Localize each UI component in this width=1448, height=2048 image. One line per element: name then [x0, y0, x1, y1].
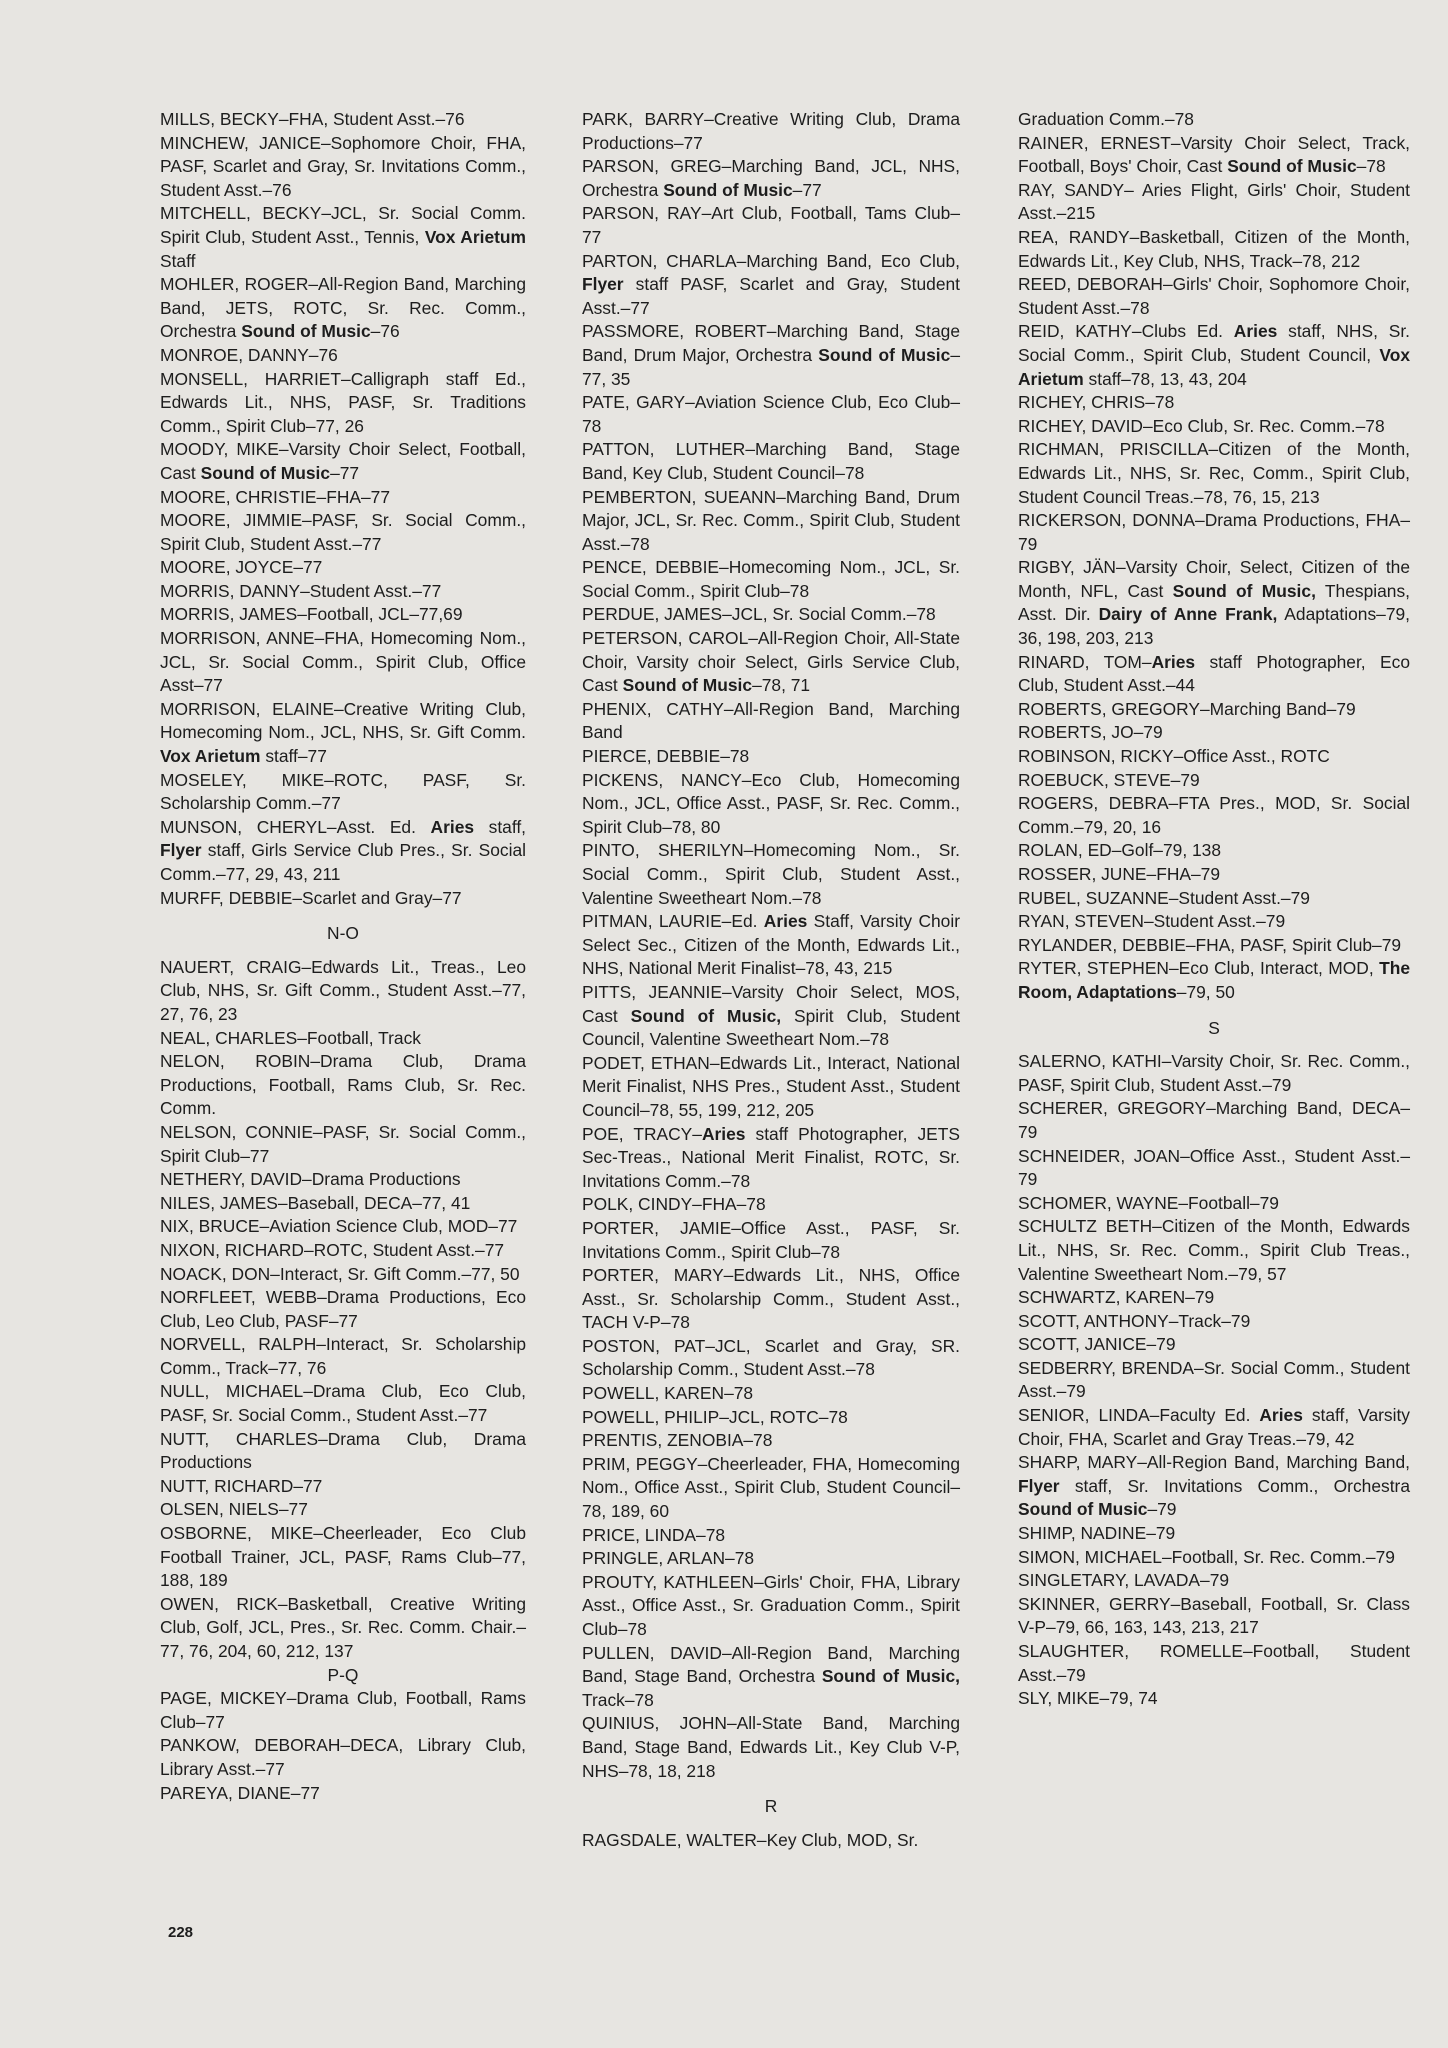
entry-text: NEAL, CHARLES–Football, Track [160, 1027, 421, 1048]
index-entry [160, 438, 526, 485]
index-entry [582, 556, 960, 603]
entry-text: PANKOW, DEBORAH–DECA, Library Club, Library Asst.–77 [160, 1735, 526, 1779]
index-entry [160, 627, 526, 698]
entry-text: PARTON, CHARLA–Marching Band, Eco Club, [582, 250, 960, 271]
entry-text: Adaptations–79, 36, 198, 203, 213 [1018, 604, 1411, 649]
index-entry [160, 108, 526, 132]
index-entry [160, 603, 526, 627]
index-entry [1018, 1593, 1410, 1640]
index-entry [1018, 721, 1410, 745]
index-entry [582, 1382, 960, 1406]
entry-text: POWELL, KAREN–78 [582, 1383, 754, 1404]
index-entry [160, 556, 526, 580]
entry-text: MOODY, MIKE–Varsity Choir Select, Football, Cast [160, 439, 526, 483]
page-number: 228 [168, 1924, 194, 1941]
entry-text: RYAN, STEVEN–Student Asst.–79 [1018, 911, 1286, 932]
index-entry [1018, 1097, 1410, 1144]
index-entry [160, 1286, 526, 1333]
entry-text: SCOTT, JANICE–79 [1018, 1334, 1176, 1355]
index-entry [1018, 226, 1410, 273]
index-entry [1018, 651, 1410, 698]
entry-text: NOACK, DON–Interact, Sr. Gift Comm.–77, 50 [160, 1263, 520, 1284]
index-entry [582, 1052, 960, 1123]
entry-text: SIMON, MICHAEL–Football, Sr. Rec. Comm.–79 [1018, 1546, 1395, 1567]
index-entry [582, 250, 960, 321]
entry-text: –77, 35 [582, 344, 960, 389]
entry-text: RICKERSON, DONNA–Drama Productions, FHA–79 [1018, 510, 1410, 554]
index-entry [582, 1547, 960, 1571]
entry-text: RICHMAN, PRISCILLA–Citizen of the Month, Edwards Lit., NHS, Sr. Rec, Comm., Spirit Club, Student Council Treas.–78, 76, 15, 213 [1018, 439, 1410, 507]
entry-text: SCHERER, GREGORY–Marching Band, DECA–79 [1018, 1098, 1410, 1142]
entry-text: PULLEN, DAVID–All-Region Band, Marching Band, Stage Band, Orchestra [582, 1642, 960, 1687]
entry-text: PARSON, RAY–Art Club, Football, Tams Club–77 [582, 203, 960, 247]
index-entry [1018, 1286, 1410, 1310]
entry-text: POE, TRACY– [582, 1123, 702, 1144]
index-entry [582, 438, 960, 485]
entry-text: MUNSON, CHERYL–Asst. Ed. [160, 816, 431, 837]
index-entry [1018, 1569, 1410, 1593]
entry-text: MORRISON, ANNE–FHA, Homecoming Nom., JCL, Sr. Social Comm., Spirit Club, Office Asst–77 [160, 628, 526, 696]
index-entry [1018, 415, 1410, 439]
entry-text: PITTS, JEANNIE–Varsity Choir Select, MOS, Cast [582, 981, 960, 1026]
entry-text: RUBEL, SUZANNE–Student Asst.–79 [1018, 887, 1310, 908]
index-entry [160, 1027, 526, 1051]
index-entry [160, 1428, 526, 1475]
entry-title-bold: Flyer [1018, 1475, 1060, 1496]
index-entry [1018, 1333, 1410, 1357]
entry-title-bold: Sound of Music [241, 321, 371, 342]
index-entry [160, 1121, 526, 1168]
entry-title-bold: Sound of Music [1018, 1499, 1148, 1520]
entry-text: –77 [330, 462, 360, 483]
entry-text: MONROE, DANNY–76 [160, 344, 338, 365]
entry-text: POLK, CINDY–FHA–78 [582, 1194, 766, 1215]
entry-text: MOORE, JOYCE–77 [160, 557, 323, 578]
entry-text: –78 [1356, 156, 1386, 177]
entry-text: MOORE, JIMMIE–PASF, Sr. Social Comm., Spirit Club, Student Asst.–77 [160, 510, 526, 554]
entry-title-bold: Aries [763, 911, 808, 932]
entry-text: MONSELL, HARRIET–Calligraph staff Ed., Edwards Lit., NHS, PASF, Sr. Traditions Comm., Spirit Club–77, 26 [160, 368, 526, 436]
entry-text: –79, 50 [1176, 981, 1235, 1002]
entry-title-bold: Sound of Music [622, 675, 753, 696]
section-heading: P-Q [327, 1664, 359, 1685]
index-entry [1018, 1640, 1410, 1687]
index-entry [160, 1593, 526, 1664]
entry-text: PAREYA, DIANE–77 [160, 1782, 320, 1803]
entry-text: staff Photographer, JETS Sec-Treas., National Merit Finalist, ROTC, Sr. Invitations Comm.–78 [582, 1123, 960, 1191]
entry-title-bold: Aries [1233, 321, 1278, 342]
entry-text: NIXON, RICHARD–ROTC, Student Asst.–77 [160, 1239, 505, 1260]
entry-text: ROBERTS, JO–79 [1018, 722, 1163, 743]
entry-text: RYLANDER, DEBBIE–FHA, PASF, Spirit Club–79 [1018, 934, 1402, 955]
index-entry [582, 603, 960, 627]
entry-title-bold: Vox Arietum [1018, 344, 1410, 389]
index-entry [160, 698, 526, 769]
index-entry [582, 1193, 960, 1217]
index-entry [160, 202, 526, 273]
entry-text: PRICE, LINDA–78 [582, 1524, 726, 1545]
index-entry [582, 1335, 960, 1382]
index-entry [582, 1406, 960, 1430]
entry-text: RINARD, TOM– [1018, 651, 1152, 672]
entry-text: REA, RANDY–Basketball, Citizen of the Month, Edwards Lit., Key Club, NHS, Track–78, 212 [1018, 226, 1410, 271]
index-column-3 [1018, 108, 1410, 1711]
index-column-1 [160, 108, 526, 1805]
entry-title-bold: Aries [430, 816, 475, 837]
entry-title-bold: The Room, Adaptations [1018, 958, 1410, 1002]
index-entry [160, 1475, 526, 1499]
entry-text: OWEN, RICK–Basketball, Creative Writing Club, Golf, JCL, Pres., Sr. Rec. Comm. Chair.–77, 76, 204, 60, 212, 137 [160, 1593, 526, 1661]
entry-text: PRINGLE, ARLAN–78 [582, 1548, 755, 1569]
entry-text: RYTER, STEPHEN–Eco Club, Interact, MOD, [1018, 958, 1380, 979]
entry-text: PETERSON, CAROL–All-Region Choir, All-State Choir, Varsity choir Select, Girls Service Club, Cast [582, 628, 960, 696]
entry-title-bold: Sound of Music [1227, 156, 1357, 177]
entry-text: MURFF, DEBBIE–Scarlet and Gray–77 [160, 887, 462, 908]
entry-title-bold: Flyer [160, 840, 202, 861]
entry-text: –76 [370, 321, 400, 342]
entry-text: REED, DEBORAH–Girls' Choir, Sophomore Choir, Student Asst.–78 [1018, 274, 1410, 318]
entry-text: SCOTT, ANTHONY–Track–79 [1018, 1310, 1251, 1331]
entry-text: MORRIS, JAMES–Football, JCL–77,69 [160, 604, 463, 625]
entry-text: RICHEY, CHRIS–78 [1018, 392, 1175, 413]
entry-text: –78, 71 [752, 675, 811, 696]
entry-text: SCHNEIDER, JOAN–Office Asst., Student Asst.–79 [1018, 1145, 1410, 1190]
entry-title-bold: Sound of Music [818, 344, 951, 365]
entry-title-bold: Sound of Music [200, 462, 331, 483]
index-entry [160, 816, 526, 887]
entry-title-bold: Vox Arietum [160, 746, 261, 767]
index-entry [1018, 108, 1410, 132]
entry-text: SLAUGHTER, ROMELLE–Football, Student Asst.–79 [1018, 1641, 1410, 1685]
entry-text: ROBINSON, RICKY–Office Asst., ROTC [1018, 746, 1330, 767]
index-entry [1018, 1687, 1410, 1711]
entry-text: staff PASF, Scarlet and Gray, Student Asst.–77 [582, 274, 960, 318]
index-entry [1018, 957, 1410, 1004]
entry-text: staff, [474, 816, 527, 837]
entry-title-bold: Aries [1259, 1405, 1303, 1426]
entry-text: PEMBERTON, SUEANN–Marching Band, Drum Major, JCL, Sr. Rec. Comm., Spirit Club, Student Asst.–78 [582, 486, 960, 554]
index-entry [582, 910, 960, 981]
entry-text: PAGE, MICKEY–Drama Club, Football, Rams Club–77 [160, 1688, 526, 1732]
index-entry [1018, 1145, 1410, 1192]
index-entry [1018, 132, 1410, 179]
entry-text: NUTT, CHARLES–Drama Club, Drama Productions [160, 1428, 526, 1473]
entry-text: SEDBERRY, BRENDA–Sr. Social Comm., Student Asst.–79 [1018, 1357, 1410, 1402]
index-entry [160, 1687, 526, 1734]
entry-text: RAGSDALE, WALTER–Key Club, MOD, Sr. [582, 1829, 919, 1850]
index-entry [160, 1239, 526, 1263]
index-entry [1018, 1404, 1410, 1451]
index-entry [160, 1380, 526, 1427]
index-entry [160, 580, 526, 604]
entry-text: Staff, Varsity Choir Select Sec., Citizen of the Month, Edwards Lit., NHS, National Merit Finalist–78, 43, 215 [582, 911, 960, 979]
index-entry [160, 1050, 526, 1121]
index-entry [582, 486, 960, 557]
entry-text: PENCE, DEBBIE–Homecoming Nom., JCL, Sr. Social Comm., Spirit Club–78 [582, 557, 960, 601]
index-entry [160, 1168, 526, 1192]
index-column-2 [582, 108, 960, 1852]
entry-text: ROGERS, DEBRA–FTA Pres., MOD, Sr. Social Comm.–79, 20, 16 [1018, 793, 1410, 837]
entry-text: staff–77 [260, 746, 327, 767]
index-entry [1018, 863, 1410, 887]
index-entry [582, 1429, 960, 1453]
index-entry [160, 368, 526, 439]
entry-text: PRIM, PEGGY–Cheerleader, FHA, Homecoming Nom., Office Asst., Spirit Club, Student Council–78, 189, 60 [582, 1453, 960, 1522]
index-entry [1018, 509, 1410, 556]
entry-text: MOHLER, ROGER–All-Region Band, Marching Band, JETS, ROTC, Sr. Rec. Comm., Orchestra [160, 274, 526, 342]
entry-text: NELSON, CONNIE–PASF, Sr. Social Comm., Spirit Club–77 [160, 1121, 526, 1166]
index-entry [1018, 391, 1410, 415]
index-entry [1018, 1050, 1410, 1097]
index-entry [582, 698, 960, 745]
index-entry [160, 509, 526, 556]
index-entry [582, 1712, 960, 1783]
entry-text: NILES, JAMES–Baseball, DECA–77, 41 [160, 1192, 471, 1213]
entry-text: ROSSER, JUNE–FHA–79 [1018, 864, 1220, 884]
entry-title-bold: Aries [1151, 651, 1196, 672]
entry-text: PICKENS, NANCY–Eco Club, Homecoming Nom., JCL, Office Asst., PASF, Sr. Rec. Comm., Spirit Club–78, 80 [582, 769, 960, 837]
index-entry [582, 1571, 960, 1642]
entry-text: staff, Girls Service Club Pres., Sr. Social Comm.–77, 29, 43, 211 [160, 840, 526, 884]
entry-text: POSTON, PAT–JCL, Scarlet and Gray, SR. Scholarship Comm., Student Asst.–78 [582, 1335, 960, 1380]
entry-text: NAUERT, CRAIG–Edwards Lit., Treas., Leo Club, NHS, Sr. Gift Comm., Student Asst.–77, 27, 76, 23 [160, 956, 526, 1024]
section-heading: N-O [327, 923, 359, 944]
index-entry [160, 273, 526, 344]
index-entry [160, 1782, 526, 1806]
index-entry [582, 1217, 960, 1264]
entry-text: staff–78, 13, 43, 204 [1083, 368, 1247, 389]
entry-text: SHIMP, NADINE–79 [1018, 1523, 1176, 1544]
index-entry [1018, 320, 1410, 391]
index-entry [1018, 438, 1410, 509]
index-entry [160, 887, 526, 911]
entry-text: PITMAN, LAURIE–Ed. [582, 911, 764, 932]
entry-title-bold: Sound of Music, [630, 1005, 782, 1026]
index-entry [160, 1263, 526, 1287]
entry-text: MILLS, BECKY–FHA, Student Asst.–76 [160, 109, 465, 129]
index-entry [1018, 769, 1410, 793]
entry-text: MORRIS, DANNY–Student Asst.–77 [160, 580, 442, 601]
entry-text: PRENTIS, ZENOBIA–78 [582, 1430, 773, 1451]
entry-text: SLY, MIKE–79, 74 [1018, 1688, 1158, 1709]
entry-text: PERDUE, JAMES–JCL, Sr. Social Comm.–78 [582, 604, 936, 625]
entry-text: SCHOMER, WAYNE–Football–79 [1018, 1192, 1279, 1213]
entry-text: PASSMORE, ROBERT–Marching Band, Stage Band, Drum Major, Orchestra [582, 321, 960, 365]
entry-text: RIGBY, JÄN–Varsity Choir, Select, Citizen of the Month, NFL, Cast [1018, 557, 1410, 601]
entry-text: staff, NHS, Sr. Social Comm., Spirit Club, Student Council, [1018, 321, 1410, 365]
index-entry [582, 981, 960, 1052]
entry-text: staff, Sr. Invitations Comm., Orchestra [1059, 1475, 1410, 1496]
index-entry [1018, 273, 1410, 320]
index-entry [1018, 556, 1410, 650]
index-entry [160, 1192, 526, 1216]
section-heading: S [1208, 1017, 1220, 1038]
index-entry [582, 155, 960, 202]
entry-text: OSBORNE, MIKE–Cheerleader, Eco Club Football Trainer, JCL, PASF, Rams Club–77, 188, 189 [160, 1523, 526, 1591]
index-entry [1018, 179, 1410, 226]
entry-text: NUTT, RICHARD–77 [160, 1475, 323, 1496]
entry-title-bold: Sound of Music, [1172, 580, 1316, 601]
entry-text: ROBERTS, GREGORY–Marching Band–79 [1018, 698, 1356, 719]
entry-text: –79 [1147, 1499, 1177, 1520]
index-entry [582, 1123, 960, 1194]
entry-text: REID, KATHY–Clubs Ed. [1018, 321, 1234, 342]
entry-text: PATE, GARY–Aviation Science Club, Eco Club–78 [582, 392, 960, 436]
index-entry [582, 1829, 960, 1853]
index-entry [582, 1524, 960, 1548]
entry-text: NELON, ROBIN–Drama Club, Drama Productions, Football, Rams Club, Sr. Rec. Comm. [160, 1051, 526, 1119]
entry-text: –77 [792, 179, 822, 200]
index-entry [160, 1522, 526, 1593]
index-entry [1018, 1357, 1410, 1404]
entry-text: MOSELEY, MIKE–ROTC, PASF, Sr. Scholarship Comm.–77 [160, 769, 526, 814]
entry-text: RICHEY, DAVID–Eco Club, Sr. Rec. Comm.–78 [1018, 415, 1385, 436]
entry-text: NETHERY, DAVID–Drama Productions [160, 1169, 461, 1190]
entry-title-bold: Sound of Music, [821, 1666, 960, 1687]
entry-text: MITCHELL, BECKY–JCL, Sr. Social Comm. Spirit Club, Student Asst., Tennis, [160, 203, 526, 247]
entry-text: PARK, BARRY–Creative Writing Club, Drama Productions–77 [582, 109, 960, 153]
entry-text: SALERNO, KATHI–Varsity Choir, Sr. Rec. Comm., PASF, Spirit Club, Student Asst.–79 [1018, 1051, 1410, 1095]
entry-text: SCHULTZ BETH–Citizen of the Month, Edwards Lit., NHS, Sr. Rec. Comm., Spirit Club Treas., Valentine Sweetheart Nom.–79, 57 [1018, 1216, 1410, 1284]
index-entry [1018, 1522, 1410, 1546]
entry-text: PATTON, LUTHER–Marching Band, Stage Band, Key Club, Student Council–78 [582, 439, 960, 483]
index-entry [1018, 910, 1410, 934]
index-entry [582, 108, 960, 155]
entry-text: SINGLETARY, LAVADA–79 [1018, 1570, 1230, 1591]
entry-text: PODET, ETHAN–Edwards Lit., Interact, National Merit Finalist, NHS Pres., Student Asst., Student Council–78, 55, 199, 212, 205 [582, 1052, 960, 1120]
index-entry [582, 1642, 960, 1713]
index-entry [582, 391, 960, 438]
entry-text: RAY, SANDY– Aries Flight, Girls' Choir, Student Asst.–215 [1018, 179, 1410, 224]
entry-text: PORTER, JAMIE–Office Asst., PASF, Sr. Invitations Comm., Spirit Club–78 [582, 1217, 960, 1262]
index-entry [1018, 839, 1410, 863]
index-entry [1018, 1215, 1410, 1286]
entry-text: MORRISON, ELAINE–Creative Writing Club, Homecoming Nom., JCL, NHS, Sr. Gift Comm. [160, 698, 526, 743]
index-entry [582, 745, 960, 769]
index-entry [582, 1453, 960, 1524]
entry-title-bold: Sound of Music [663, 179, 793, 200]
entry-text: Thespians, Asst. Dir. [1018, 580, 1410, 625]
entry-text: MOORE, CHRISTIE–FHA–77 [160, 486, 390, 507]
index-entry [160, 1734, 526, 1781]
entry-text: SKINNER, GERRY–Baseball, Football, Sr. Class V-P–79, 66, 163, 143, 213, 217 [1018, 1593, 1410, 1638]
index-entry [160, 1333, 526, 1380]
entry-title-bold: Flyer [582, 274, 624, 295]
index-entry [1018, 887, 1410, 911]
index-entry [582, 1264, 960, 1335]
entry-text: ROLAN, ED–Golf–79, 138 [1018, 840, 1221, 861]
entry-text: Graduation Comm.–78 [1018, 109, 1194, 129]
index-entry [160, 1498, 526, 1522]
entry-text: SENIOR, LINDA–Faculty Ed. [1018, 1405, 1260, 1426]
entry-title-bold: Dairy of Anne Frank, [1098, 604, 1278, 625]
entry-text: QUINIUS, JOHN–All-State Band, Marching Band, Stage Band, Edwards Lit., Key Club V-P, NHS–78, 18, 218 [582, 1713, 960, 1781]
entry-text: OLSEN, NIELS–77 [160, 1499, 308, 1520]
entry-text: Track–78 [582, 1689, 654, 1710]
entry-text: ROEBUCK, STEVE–79 [1018, 769, 1200, 790]
index-entry [1018, 792, 1410, 839]
index-entry [1018, 1451, 1410, 1522]
index-entry [160, 132, 526, 203]
index-entry [160, 1215, 526, 1239]
index-entry [1018, 745, 1410, 769]
entry-text: PARSON, GREG–Marching Band, JCL, NHS, Orchestra [582, 156, 960, 200]
index-entry [1018, 1546, 1410, 1570]
index-entry [582, 839, 960, 910]
entry-text: Spirit Club, Student Council, Valentine Sweetheart Nom.–78 [582, 1005, 960, 1050]
section-heading: R [764, 1796, 778, 1817]
index-entry [160, 486, 526, 510]
entry-text: Staff [160, 250, 196, 271]
entry-text: staff Photographer, Eco Club, Student Asst.–44 [1018, 651, 1410, 696]
entry-text: staff, Varsity Choir, FHA, Scarlet and Gray Treas.–79, 42 [1018, 1405, 1410, 1449]
entry-text: SCHWARTZ, KAREN–79 [1018, 1287, 1215, 1308]
entry-title-bold: Aries [701, 1123, 746, 1144]
entry-text: NORVELL, RALPH–Interact, Sr. Scholarship Comm., Track–77, 76 [160, 1334, 526, 1378]
index-entry [1018, 698, 1410, 722]
entry-text: PHENIX, CATHY–All-Region Band, Marching Band [582, 698, 960, 743]
entry-title-bold: Vox Arietum [424, 226, 526, 247]
entry-text: PORTER, MARY–Edwards Lit., NHS, Office Asst., Sr. Scholarship Comm., Student Asst., TACH V-P–78 [582, 1265, 960, 1333]
index-entry [1018, 1192, 1410, 1216]
entry-text: MINCHEW, JANICE–Sophomore Choir, FHA, PASF, Scarlet and Gray, Sr. Invitations Comm., Student Asst.–76 [160, 132, 526, 200]
entry-text: PROUTY, KATHLEEN–Girls' Choir, FHA, Library Asst., Office Asst., Sr. Graduation Comm., Spirit Club–78 [582, 1571, 960, 1639]
index-entry [1018, 1310, 1410, 1334]
index-entry [582, 627, 960, 698]
entry-text: POWELL, PHILIP–JCL, ROTC–78 [582, 1406, 848, 1427]
index-entry [1018, 934, 1410, 958]
entry-text: NULL, MICHAEL–Drama Club, Eco Club, PASF, Sr. Social Comm., Student Asst.–77 [160, 1381, 526, 1426]
index-entry [160, 956, 526, 1027]
entry-text: SHARP, MARY–All-Region Band, Marching Band, [1018, 1452, 1410, 1473]
entry-text: PINTO, SHERILYN–Homecoming Nom., Sr. Social Comm., Spirit Club, Student Asst., Valentine Sweetheart Nom.–78 [582, 840, 960, 908]
entry-text: NIX, BRUCE–Aviation Science Club, MOD–77 [160, 1216, 518, 1237]
entry-text: NORFLEET, WEBB–Drama Productions, Eco Club, Leo Club, PASF–77 [160, 1287, 526, 1331]
entry-text: PIERCE, DEBBIE–78 [582, 746, 750, 767]
index-entry [582, 320, 960, 391]
index-entry [160, 769, 526, 816]
entry-text: RAINER, ERNEST–Varsity Choir Select, Track, Football, Boys' Choir, Cast [1018, 132, 1410, 177]
index-entry [582, 202, 960, 249]
index-entry [582, 769, 960, 840]
index-entry [160, 344, 526, 368]
